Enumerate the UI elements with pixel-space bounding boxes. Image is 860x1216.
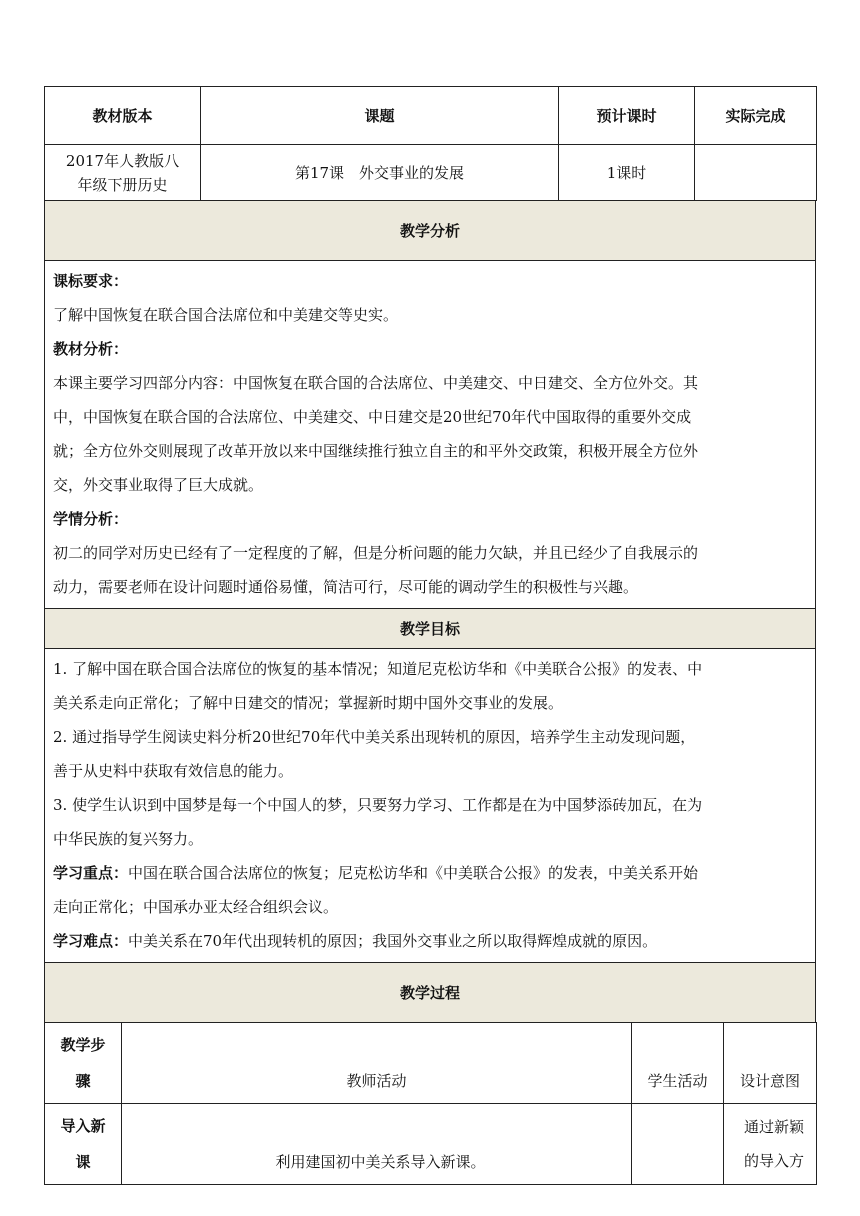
- material-line: 本课主要学习四部分内容：中国恢复在联合国的合法席位、中美建交、中日建交、全方位外交。其: [53, 374, 699, 392]
- teacher-column-header: 教师活动: [122, 1023, 632, 1104]
- info-row: [45, 145, 817, 201]
- analysis-title: 教学分析: [45, 201, 816, 261]
- material-line: 中，中国恢复在联合国的合法席位、中美建交、中日建交是20世纪70年代中国取得的重要外交成: [53, 408, 692, 426]
- header-edition: 教材版本: [45, 87, 201, 145]
- process-table: [44, 1022, 817, 1185]
- difficult-point-text: 中美关系在70年代出现转机的原因；我国外交事业之所以取得辉煌成就的原因。: [128, 932, 658, 950]
- material-line: 交，外交事业取得了巨大成就。: [53, 476, 264, 494]
- step-header-line-2: 骤: [75, 1072, 91, 1090]
- topic-cell: 第17课 外交事业的发展: [201, 145, 559, 201]
- process-title: 教学过程: [45, 963, 816, 1023]
- difficult-point-line: [53, 924, 807, 958]
- intent-line-1: 通过新颖: [743, 1118, 804, 1136]
- header-actual: 实际完成: [695, 87, 817, 145]
- intent-cell: [724, 1104, 817, 1185]
- student-column-header: 学生活动: [632, 1023, 724, 1104]
- lesson-plan: [44, 86, 816, 1185]
- step-cell: [45, 1104, 122, 1185]
- process-header-row: [45, 1023, 817, 1104]
- goal-line: 中华民族的复兴努力。: [53, 830, 204, 848]
- process-row: [45, 1104, 817, 1185]
- material-line: 就；全方位外交则展现了改革开放以来中国继续推行独立自主的和平外交政策，积极开展全方位外: [53, 442, 699, 460]
- step-column-header: [45, 1023, 122, 1104]
- key-point-line-2: 走向正常化；中国承办亚太经合组织会议。: [53, 898, 339, 916]
- edition-line-1: 2017年人教版八: [65, 151, 180, 170]
- edition-cell: [45, 145, 201, 201]
- standard-text: 了解中国恢复在联合国合法席位和中美建交等史实。: [53, 306, 399, 324]
- step-line-1: 导入新: [60, 1117, 106, 1135]
- goal-line: 善于从史料中获取有效信息的能力。: [53, 762, 294, 780]
- header-topic: 课题: [201, 87, 559, 145]
- student-line: 初二的同学对历史已经有了一定程度的了解，但是分析问题的能力欠缺，并且已经少了自我展示的: [53, 544, 699, 562]
- intent-column-header: 设计意图: [724, 1023, 817, 1104]
- key-point-text: 中国在联合国合法席位的恢复；尼克松访华和《中美联合公报》的发表，中美关系开始: [128, 864, 699, 882]
- analysis-table: [44, 200, 816, 1023]
- goal-line: 1. 了解中国在联合国合法席位的恢复的基本情况；知道尼克松访华和《中美联合公报》的发表、中: [53, 660, 703, 678]
- student-activity-cell: [632, 1104, 724, 1185]
- goal-line: 美关系走向正常化；了解中日建交的情况；掌握新时期中国外交事业的发展。: [53, 694, 564, 712]
- hours-cell: 1课时: [559, 145, 695, 201]
- teacher-activity-cell: 利用建国初中美关系导入新课。: [122, 1104, 632, 1185]
- standard-label: 课标要求：: [53, 272, 129, 290]
- step-line-2: 课: [75, 1153, 91, 1171]
- analysis-body: [45, 261, 816, 609]
- goal-line: 2. 通过指导学生阅读史料分析20世纪70年代中美关系出现转机的原因，培养学生主动发现问题，: [53, 728, 696, 746]
- step-header-line-1: 教学步: [60, 1036, 106, 1054]
- header-row: [45, 87, 817, 145]
- student-line: 动力，需要老师在设计问题时通俗易懂，简洁可行，尽可能的调动学生的积极性与兴趣。: [53, 578, 639, 596]
- key-point-label: 学习重点：: [53, 864, 129, 882]
- goals-body: [45, 649, 816, 963]
- student-label: 学情分析：: [53, 510, 129, 528]
- header-planned-hours: 预计课时: [559, 87, 695, 145]
- intent-line-2: 的导入方: [743, 1152, 804, 1170]
- goals-title: 教学目标: [45, 609, 816, 649]
- key-point-line-1: [53, 856, 807, 890]
- material-label: 教材分析：: [53, 340, 129, 358]
- edition-line-2: 年级下册历史: [77, 175, 168, 194]
- actual-cell: [695, 145, 817, 201]
- lesson-info-table: [44, 86, 817, 201]
- difficult-point-label: 学习难点：: [53, 932, 129, 950]
- goal-line: 3. 使学生认识到中国梦是每一个中国人的梦，只要努力学习、工作都是在为中国梦添砖加瓦，在为: [53, 796, 703, 814]
